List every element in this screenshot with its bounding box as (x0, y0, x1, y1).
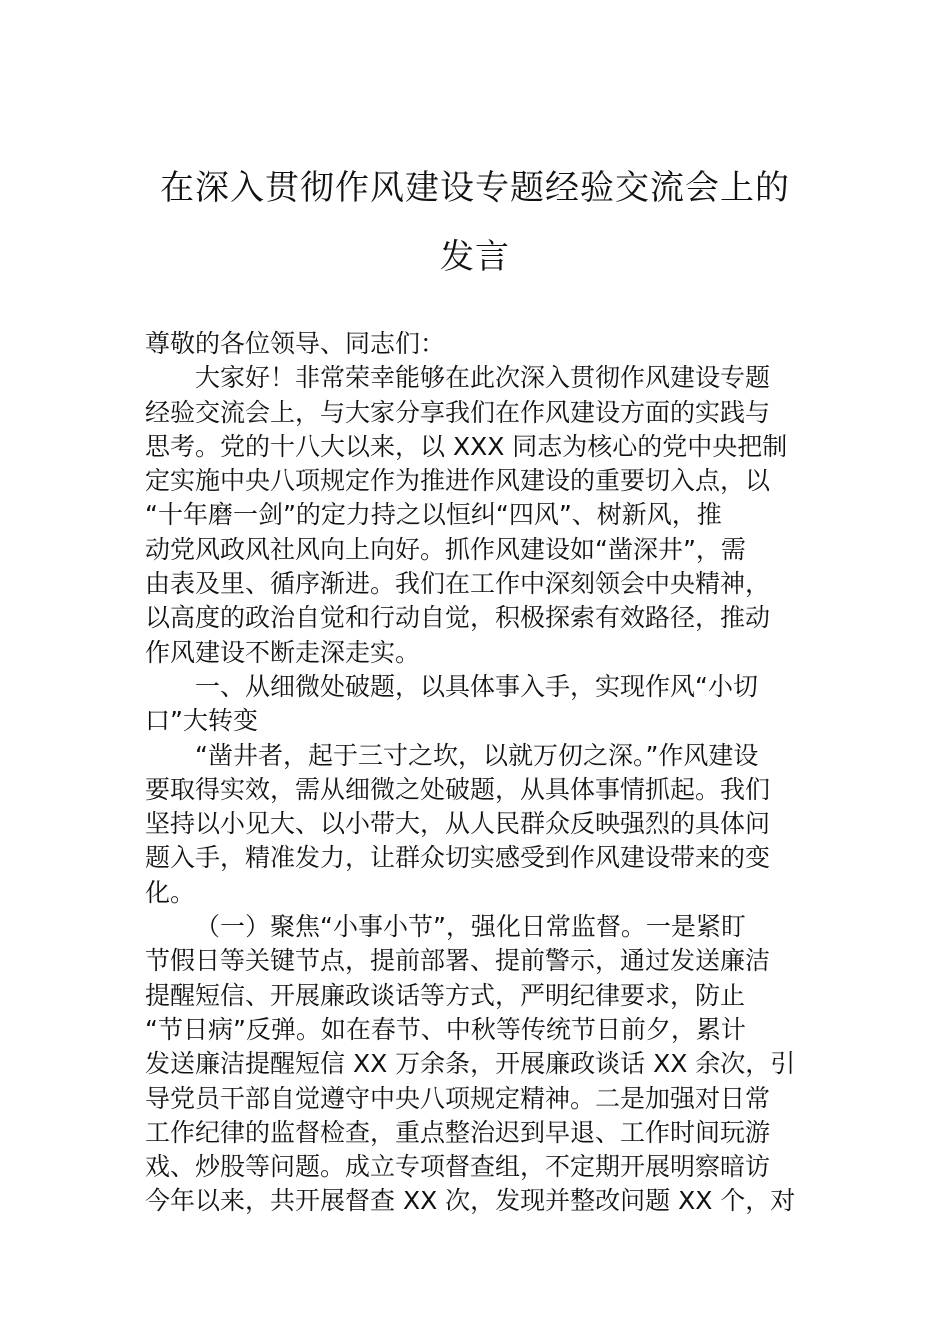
paragraph-line: 作风建设不断走深走实。 (145, 637, 421, 667)
paragraph-line: 要取得实效，需从细微之处破题，从具体事情抓起。我们 (145, 774, 771, 804)
document-body (145, 327, 807, 1219)
paragraph-line: 提醒短信、开展廉政谈话等方式，严明纪律要求，防止 (145, 980, 746, 1010)
paragraph-line: 大家好！非常荣幸能够在此次深入贯彻作风建设专题 (195, 363, 771, 393)
paragraph-line: “凿井者，起于三寸之坎，以就万仞之深。”作风建设 (195, 740, 759, 770)
paragraph-line: 导党员干部自觉遵守中央八项规定精神。二是加强对日常 (145, 1083, 771, 1113)
paragraph-line: （一）聚焦“小事小节”，强化日常监督。一是紧盯 (195, 912, 746, 942)
paragraph-line: 由表及里、循序渐进。我们在工作中深刻领会中央精神， (145, 569, 771, 599)
paragraph-line: “节日病”反弹。如在春节、中秋等传统节日前夕，累计 (145, 1014, 746, 1044)
paragraph-line: 戏、炒股等问题。成立专项督查组，不定期开展明察暗访 (145, 1152, 771, 1182)
salutation-line: 尊敬的各位领导、同志们： (145, 329, 446, 358)
paragraph-line: 发送廉洁提醒短信 XX 万余条，开展廉政谈话 XX 余次，引 (145, 1049, 796, 1079)
paragraph-line: 节假日等关键节点，提前部署、提前警示，通过发送廉洁 (145, 946, 771, 976)
paragraph-line: 工作纪律的监督检查，重点整治迟到早退、工作时间玩游 (145, 1117, 771, 1147)
paragraph-line: 以高度的政治自觉和行动自觉，积极探索有效路径，推动 (145, 603, 771, 633)
paragraph-line: 坚持以小见大、以小带大，从人民群众反映强烈的具体问 (145, 809, 771, 839)
paragraph-line: “十年磨一剑”的定力持之以恒纠“四风”、树新风，推 (145, 500, 722, 530)
paragraph-line: 定实施中央八项规定作为推进作风建设的重要切入点，以 (145, 466, 771, 496)
section-heading-line: 一、从细微处破题，以具体事入手，实现作风“小切 (195, 671, 758, 701)
paragraph-line: 化。 (145, 877, 196, 907)
paragraph-line: 题入手，精准发力，让群众切实感受到作风建设带来的变 (145, 843, 771, 873)
document-title-line-2: 发言 (440, 237, 510, 277)
section-heading-line: 口”大转变 (145, 706, 258, 736)
document-title-line-1: 在深入贯彻作风建设专题经验交流会上的 (160, 168, 790, 208)
paragraph-line: 思考。党的十八大以来，以 XXX 同志为核心的党中央把制 (145, 431, 788, 461)
paragraph-line: 动党风政风社风向上向好。抓作风建设如“凿深井”，需 (145, 534, 746, 564)
paragraph-line: 经验交流会上，与大家分享我们在作风建设方面的实践与 (145, 397, 771, 427)
paragraph-line: 今年以来，共开展督查 XX 次，发现并整改问题 XX 个，对 (145, 1186, 796, 1216)
